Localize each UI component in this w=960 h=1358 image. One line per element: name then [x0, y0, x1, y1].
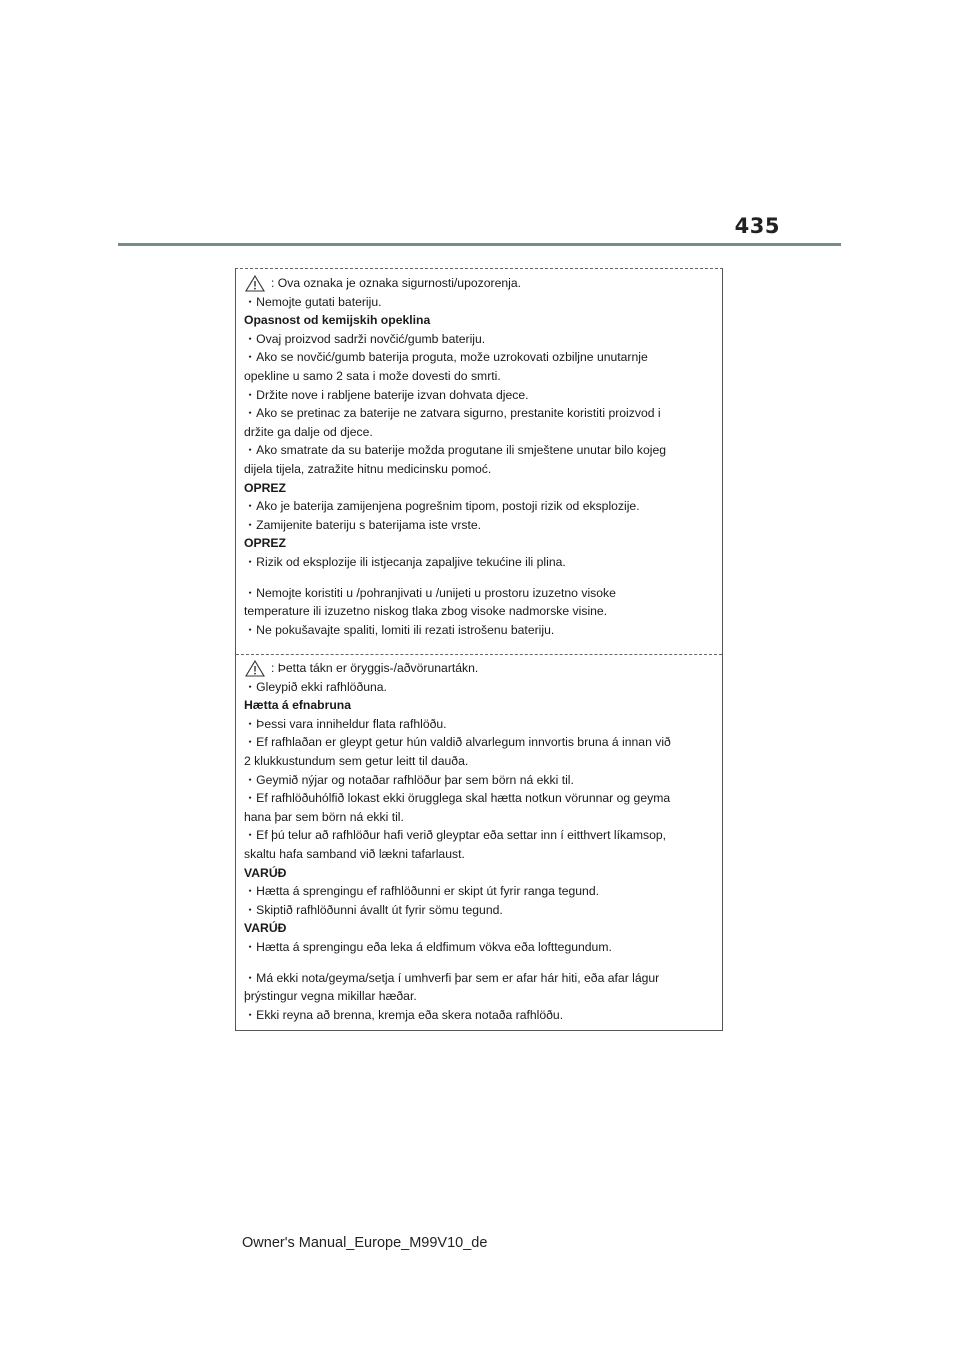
croatian-warning-symbol-text: : Ova oznaka je oznaka sigurnosti/upozorenja. [271, 276, 521, 290]
footer-manual-id: Owner's Manual_Europe_M99V10_de [242, 1235, 488, 1251]
text-line: ・Má ekki nota/geyma/setja í umhverfi þar sem er afar hár hiti, eða afar lágur [244, 970, 660, 985]
text-line: ・Hætta á sprengingu ef rafhlöðunni er skipt út fyrir ranga tegund. [244, 884, 599, 899]
section-heading: Opasnost od kemijskih opeklina [244, 313, 431, 328]
section-heading: VARÚÐ [244, 921, 287, 936]
text-line: hana þar sem börn ná ekki til. [244, 809, 404, 824]
text-line: ・Ne pokušavajte spaliti, lomiti ili rezati istrošenu bateriju. [244, 622, 555, 637]
text-line: þrýstingur vegna mikillar hæðar. [244, 989, 417, 1004]
warning-triangle-icon [245, 660, 265, 677]
text-line: temperature ili izuzetno niskog tlaka zbog visoke nadmorske visine. [244, 604, 608, 619]
text-line: ・Rizik od eksplozije ili istjecanja zapaljive tekućine ili plina. [244, 554, 566, 569]
section-divider [236, 654, 722, 655]
text-line: ・Ako je baterija zamijenjena pogrešnim tipom, postoji rizik od eksplozije. [244, 499, 640, 514]
text-line: dijela tijela, zatražite hitnu medicinsku pomoć. [244, 461, 492, 476]
croatian-section [244, 274, 716, 639]
icelandic-warning-symbol-line [244, 659, 716, 678]
blank-line [244, 957, 716, 969]
text-line: ・Ekki reyna að brenna, kremja eða skera notaða rafhlöðu. [244, 1007, 564, 1022]
section-heading: OPREZ [244, 480, 286, 495]
text-line: ・Ef þú telur að rafhlöður hafi verið gleyptar eða settar inn í eitthvert líkamsop, [244, 828, 667, 843]
icelandic-lines [244, 678, 716, 1025]
battery-safety-notice [235, 268, 723, 1031]
section-heading: OPREZ [244, 536, 286, 551]
text-line: ・Zamijenite bateriju s baterijama iste vrste. [244, 517, 482, 532]
text-line: opekline u samo 2 sata i može dovesti do smrti. [244, 368, 501, 383]
text-line: ・Skiptið rafhlöðunni ávallt út fyrir sömu tegund. [244, 902, 503, 917]
text-line: ・Þessi vara inniheldur flata rafhlöðu. [244, 716, 447, 731]
text-line: 2 klukkustundum sem getur leitt til dauða. [244, 753, 469, 768]
blank-line [244, 572, 716, 584]
text-line: ・Hætta á sprengingu eða leka á eldfimum vökva eða lofttegundum. [244, 939, 612, 954]
text-line: ・Ako se pretinac za baterije ne zatvara sigurno, prestanite koristiti proizvod i [244, 406, 661, 421]
warning-triangle-icon [245, 275, 265, 292]
text-line: skaltu hafa samband við lækni tafarlaust. [244, 846, 465, 861]
croatian-warning-symbol-line [244, 274, 716, 293]
text-line: ・Nemojte gutati bateriju. [244, 294, 382, 309]
text-line: ・Ako smatrate da su baterije možda progutane ili smještene unutar bilo kojeg [244, 443, 667, 458]
icelandic-warning-symbol-text: : Þetta tákn er öryggis-/aðvörunartákn. [271, 661, 479, 675]
header-rule [118, 243, 841, 246]
section-heading: VARÚÐ [244, 865, 287, 880]
croatian-lines [244, 293, 716, 640]
text-line: ・Držite nove i rabljene baterije izvan dohvata djece. [244, 387, 529, 402]
page-number: 435 [734, 214, 780, 238]
text-line: ・Ako se novčić/gumb baterija proguta, može uzrokovati ozbiljne unutarnje [244, 350, 648, 365]
text-line: držite ga dalje od djece. [244, 424, 373, 439]
text-line: ・Ovaj proizvod sadrži novčić/gumb bateriju. [244, 331, 486, 346]
section-heading: Hætta á efnabruna [244, 698, 351, 713]
text-line: ・Ef rafhlöðuhólfið lokast ekki örugglega skal hætta notkun vörunnar og geyma [244, 791, 671, 806]
text-line: ・Geymið nýjar og notaðar rafhlöður þar sem börn ná ekki til. [244, 772, 574, 787]
icelandic-section [244, 659, 716, 1024]
text-line: ・Ef rafhlaðan er gleypt getur hún valdið alvarlegum innvortis bruna á innan við [244, 735, 671, 750]
text-line: ・Nemojte koristiti u /pohranjivati u /unijeti u prostoru izuzetno visoke [244, 585, 616, 600]
text-line: ・Gleypið ekki rafhlöðuna. [244, 679, 387, 694]
